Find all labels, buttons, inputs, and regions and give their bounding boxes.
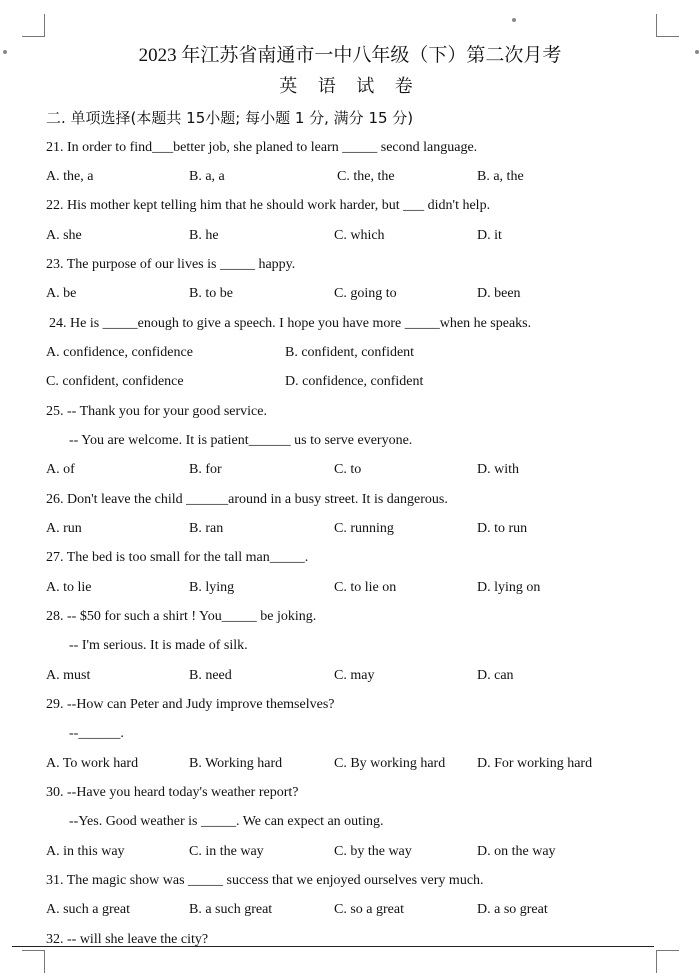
option-c: C. to	[334, 462, 362, 477]
question-stem-continued: --______.	[69, 726, 124, 741]
option-a: A. of	[46, 462, 75, 477]
option-d: B. a, the	[477, 169, 524, 184]
option-b: B. need	[189, 668, 232, 683]
question-stem: 22. His mother kept telling him that he should work harder, but ___ didn't help.	[46, 198, 491, 213]
question-stem-continued: -- I'm serious. It is made of silk.	[69, 638, 248, 653]
option-a: A. she	[46, 228, 82, 243]
question-stem: 28. -- $50 for such a shirt ! You_____ be joking.	[46, 609, 317, 624]
crop-mark-bottom-right	[656, 950, 679, 973]
option-c: C. by the way	[334, 844, 412, 859]
option-a: A. to lie	[46, 580, 92, 595]
option-a: A. such a great	[46, 902, 130, 917]
option-a: A. To work hard	[46, 756, 139, 771]
page-footer-rule	[12, 946, 654, 947]
option-d: D. been	[477, 286, 521, 301]
option-d: D. can	[477, 668, 514, 683]
section-heading: 二. 单项选择(本题共 15小题; 每小题 1 分, 满分 15 分)	[46, 109, 414, 127]
question-stem: 23. The purpose of our lives is _____ happy.	[46, 257, 296, 272]
question-stem: 24. He is _____enough to give a speech. I hope you have more _____when he speaks.	[49, 316, 532, 331]
page-subtitle: 英 语 试 卷	[279, 76, 421, 96]
option-c: C. running	[334, 521, 394, 536]
option-c: C. so a great	[334, 902, 404, 917]
option-b: B. he	[189, 228, 219, 243]
question-stem: 31. The magic show was _____ success that we enjoyed ourselves very much.	[46, 873, 484, 888]
question-stem: 29. --How can Peter and Judy improve themselves?	[46, 697, 335, 712]
option-d: D. For working hard	[477, 756, 593, 771]
option-a: A. run	[46, 521, 82, 536]
option-b: B. lying	[189, 580, 235, 595]
option-c: C. the, the	[337, 169, 395, 184]
crop-mark-top-left	[22, 14, 45, 37]
margin-dot	[512, 18, 516, 22]
option-d: D. confidence, confident	[285, 374, 424, 389]
question-stem: 27. The bed is too small for the tall man_____.	[46, 550, 309, 565]
option-d: D. on the way	[477, 844, 556, 859]
option-b: B. to be	[189, 286, 233, 301]
option-b: B. ran	[189, 521, 224, 536]
option-b: C. in the way	[189, 844, 264, 859]
question-stem: 25. -- Thank you for your good service.	[46, 404, 267, 419]
option-b: B. Working hard	[189, 756, 283, 771]
option-a: A. confidence, confidence	[46, 345, 193, 360]
option-b: B. a, a	[189, 169, 225, 184]
question-stem: 26. Don't leave the child ______around in a busy street. It is dangerous.	[46, 492, 448, 507]
option-a: A. be	[46, 286, 77, 301]
option-d: D. it	[477, 228, 502, 243]
question-stem: 32. -- will she leave the city?	[46, 932, 209, 947]
option-a: A. must	[46, 668, 91, 683]
option-c: C. By working hard	[334, 756, 446, 771]
option-c: C. may	[334, 668, 375, 683]
option-d: D. to run	[477, 521, 528, 536]
question-stem-continued: -- You are welcome. It is patient______ us to serve everyone.	[69, 433, 413, 448]
option-c: C. which	[334, 228, 385, 243]
option-d: D. a so great	[477, 902, 548, 917]
option-b: B. confident, confident	[285, 345, 415, 360]
question-stem: 30. --Have you heard today's weather report?	[46, 785, 299, 800]
question-stem: 21. In order to find___better job, she planed to learn _____ second language.	[46, 140, 478, 155]
option-a: A. in this way	[46, 844, 125, 859]
option-c: C. going to	[334, 286, 397, 301]
option-c: C. to lie on	[334, 580, 397, 595]
option-d: D. lying on	[477, 580, 541, 595]
option-a: A. the, a	[46, 169, 94, 184]
page-title: 2023 年江苏省南通市一中八年级（下）第二次月考	[138, 45, 562, 66]
option-c: C. confident, confidence	[46, 374, 184, 389]
crop-mark-bottom-left	[22, 950, 45, 973]
question-stem-continued: --Yes. Good weather is _____. We can expect an outing.	[69, 814, 384, 829]
option-d: D. with	[477, 462, 519, 477]
option-b: B. a such great	[189, 902, 273, 917]
option-b: B. for	[189, 462, 222, 477]
crop-mark-top-right	[656, 14, 679, 37]
